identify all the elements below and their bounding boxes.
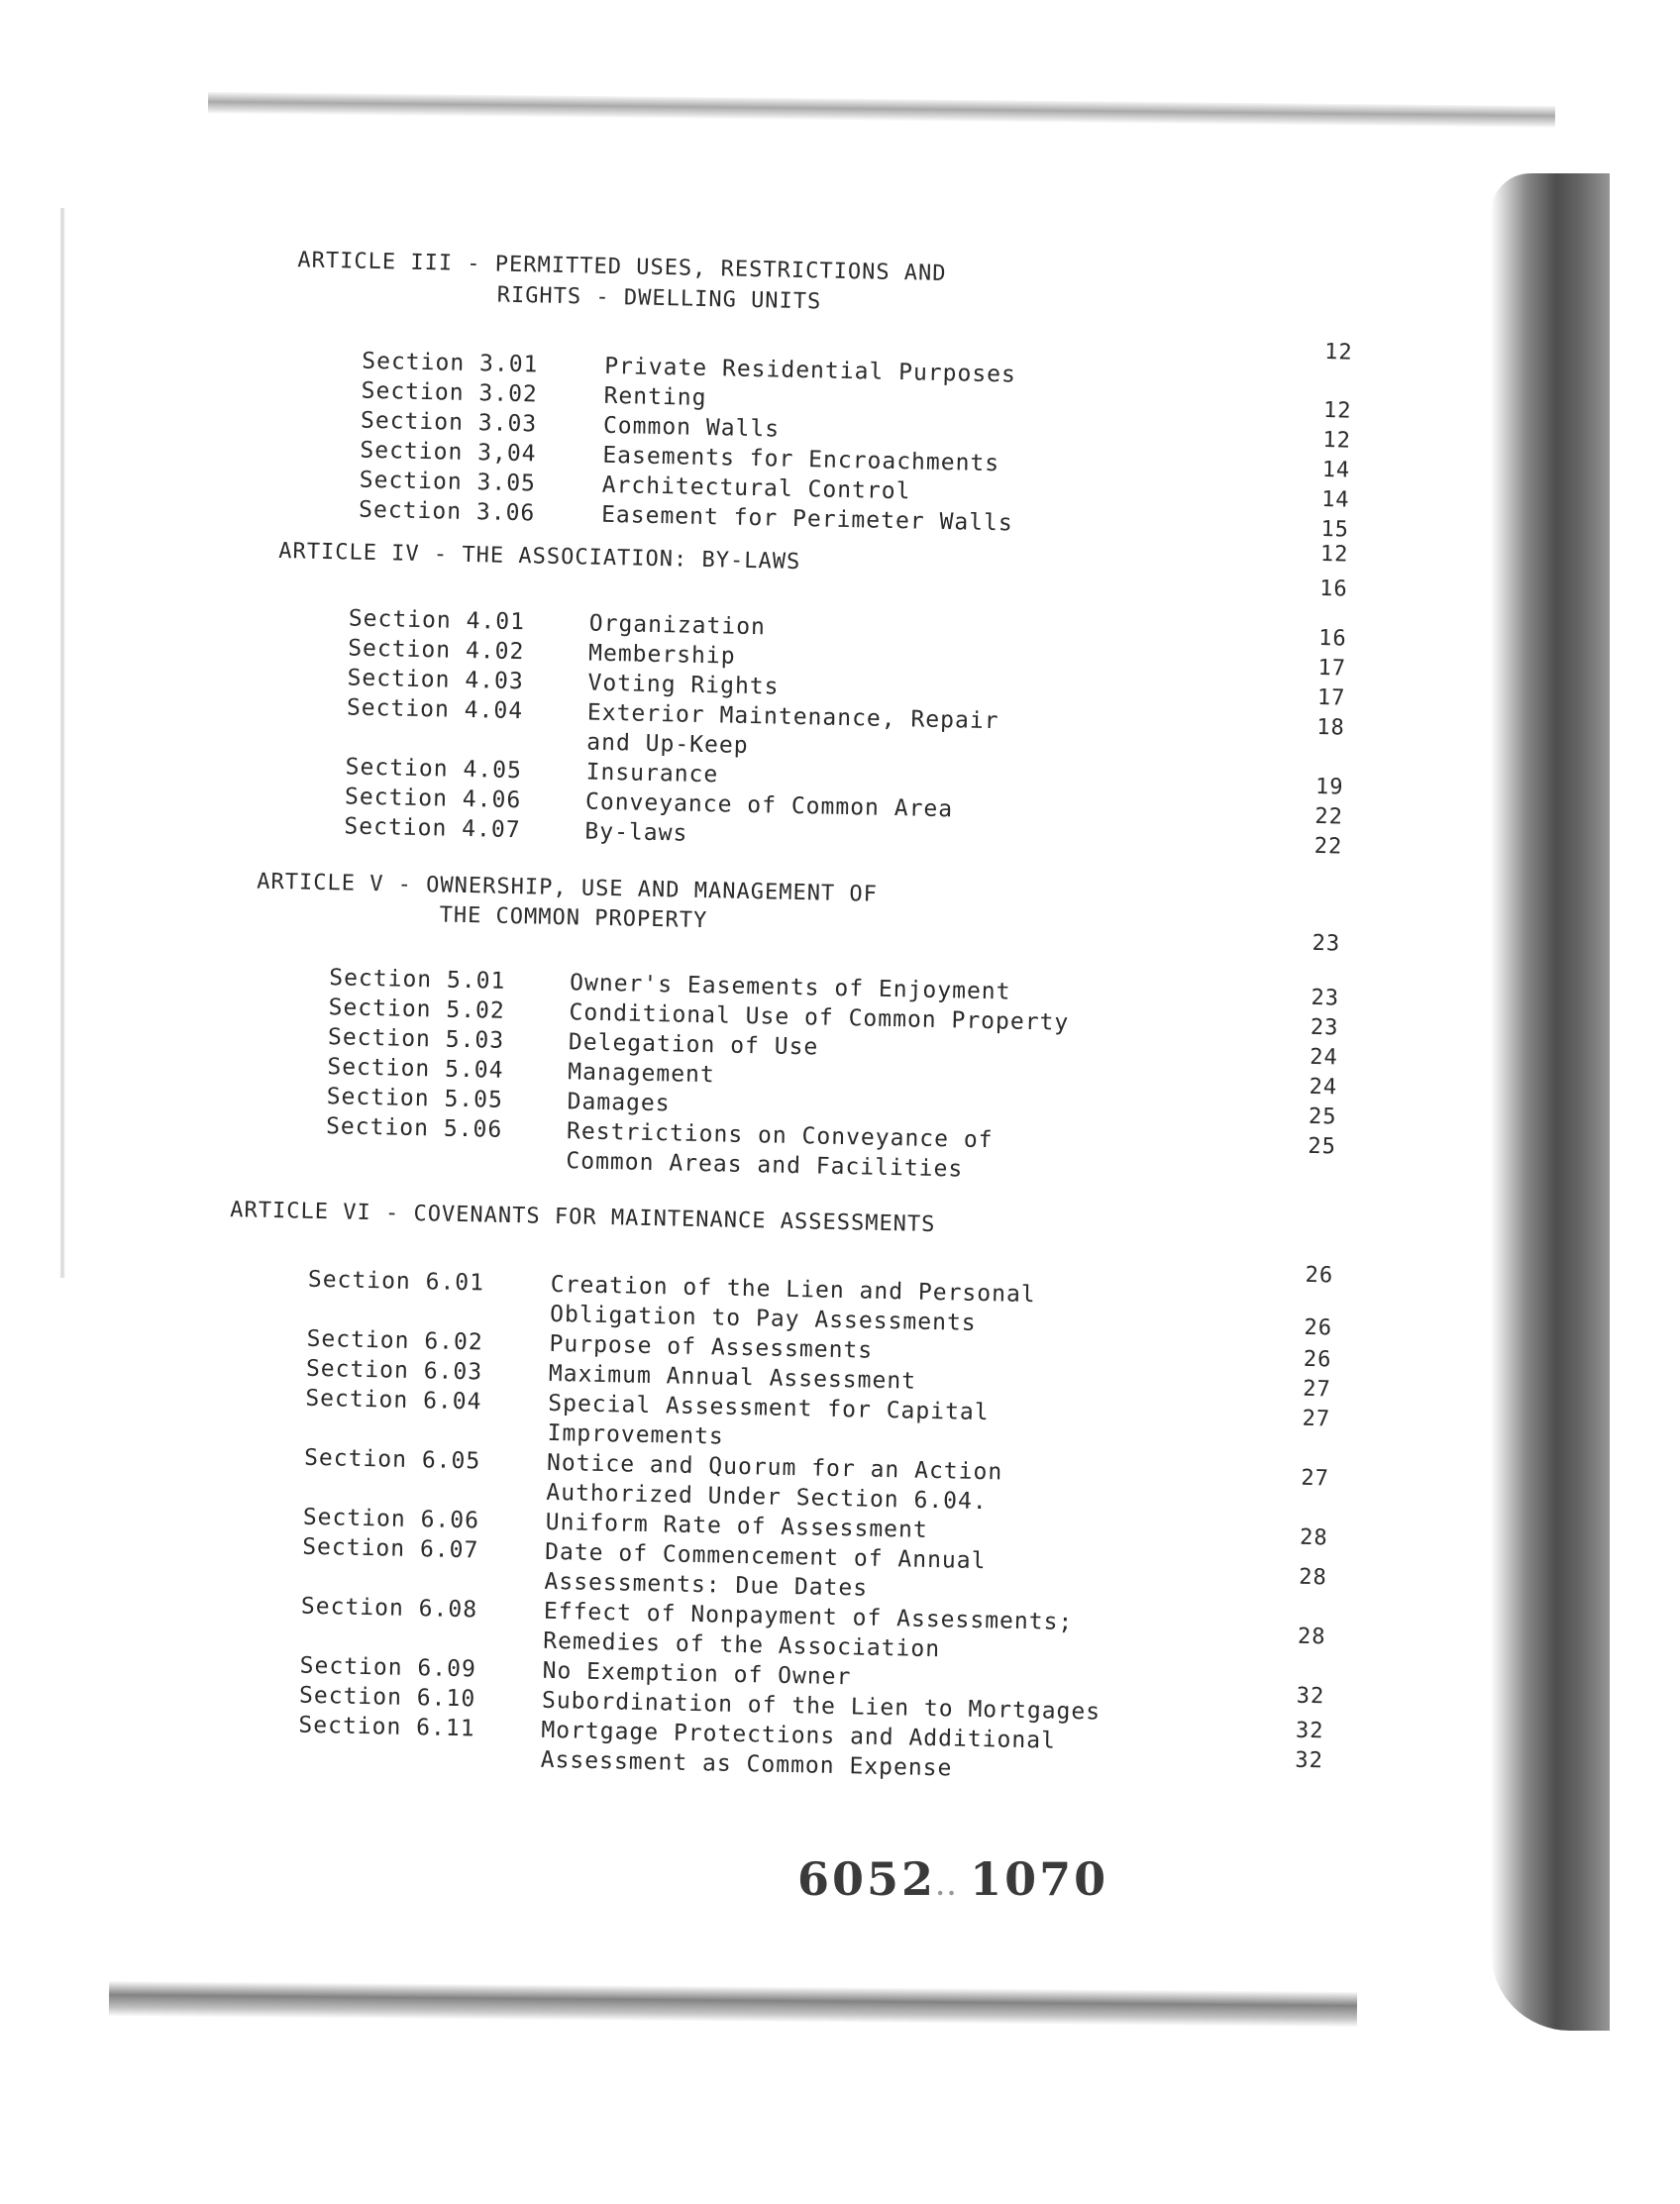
section-title: Easements for Encroachments — [602, 442, 1000, 477]
section-number: Section 6.01 — [307, 1266, 485, 1297]
article-3-title-cont: RIGHTS - DWELLING UNITS — [496, 282, 822, 315]
section-title: Easement for Perimeter Walls — [600, 501, 1014, 537]
section-page: 28 — [1299, 1524, 1328, 1551]
section-number: Section 3.01 — [362, 348, 539, 378]
section-page: 23 — [1310, 1014, 1339, 1041]
section-number: Section 6.07 — [301, 1533, 479, 1564]
section-page: 18 — [1315, 714, 1346, 741]
section-number: Section 5.02 — [328, 995, 506, 1024]
section-title: Purpose of Assessments — [549, 1330, 874, 1364]
section-title-cont: and Up-Keep — [586, 729, 749, 759]
section-title: Date of Commencement of Annual — [544, 1538, 987, 1575]
section-title-cont: Authorized Under Section 6.04. — [546, 1479, 989, 1516]
section-page: 16 — [1317, 625, 1347, 652]
section-page: 27 — [1301, 1465, 1330, 1492]
section-title: Damages — [567, 1089, 671, 1117]
section-title-cont: Common Areas and Facilities — [566, 1148, 964, 1183]
section-page: 12 — [1322, 428, 1352, 454]
section-title: Management — [568, 1059, 716, 1089]
section-page: 26 — [1303, 1346, 1332, 1373]
article-5-title: ARTICLE V - OWNERSHIP, USE AND MANAGEMENT OF — [257, 869, 879, 907]
section-title: Private Residential Purposes — [603, 353, 1017, 388]
section-page: 15 — [1320, 517, 1350, 543]
stamp-page: 1070 — [970, 1852, 1109, 1906]
section-number: Section 6.11 — [298, 1712, 475, 1742]
section-title: Maximum Annual Assessment — [548, 1360, 917, 1395]
section-title-cont: Assessment as Common Expense — [540, 1746, 953, 1782]
section-page: 17 — [1316, 684, 1346, 711]
section-page: 32 — [1296, 1683, 1325, 1710]
section-title: By-laws — [584, 818, 688, 847]
section-number: Section 5.04 — [327, 1054, 504, 1084]
section-title-cont: Obligation to Pay Assessments — [549, 1301, 977, 1336]
section-title-cont: Improvements — [547, 1419, 725, 1450]
article-5-page: 23 — [1312, 930, 1341, 957]
section-title: Organization — [588, 610, 767, 641]
section-number: Section 6.09 — [299, 1652, 477, 1683]
section-number: Section 5.01 — [328, 965, 506, 995]
section-page: 12 — [1319, 541, 1349, 568]
section-title: Conveyance of Common Area — [584, 788, 954, 823]
section-number: Section 6.02 — [306, 1325, 484, 1356]
section-page: 22 — [1313, 833, 1343, 860]
section-title: Exterior Maintenance, Repair — [586, 699, 999, 735]
section-number: Section 5.05 — [326, 1084, 504, 1113]
section-title: Mortgage Protections and Additional — [541, 1717, 1057, 1754]
section-number: Section 3,04 — [360, 437, 537, 468]
section-page: 17 — [1317, 655, 1347, 682]
section-page: 19 — [1314, 774, 1344, 800]
section-title: Conditional Use of Common Property — [569, 999, 1070, 1036]
section-title-cont: Remedies of the Association — [543, 1627, 941, 1663]
section-number: Section 4.04 — [346, 694, 524, 725]
section-number: Section 6.10 — [298, 1682, 476, 1713]
section-number: Section 4.07 — [344, 813, 521, 844]
section-page: 23 — [1311, 985, 1340, 1011]
section-page: 27 — [1303, 1376, 1332, 1403]
article-5-title-cont: THE COMMON PROPERTY — [439, 902, 708, 934]
section-number: Section 3.05 — [359, 467, 537, 497]
section-title: Effect of Nonpayment of Assessments; — [543, 1598, 1074, 1636]
section-number: Section 4.01 — [348, 605, 526, 636]
section-title: Owner's Easements of Enjoyment — [569, 970, 1011, 1005]
section-number: Section 4.02 — [347, 635, 525, 666]
section-number: Section 6.08 — [300, 1593, 478, 1624]
section-number: Section 6.04 — [305, 1385, 482, 1416]
section-title: Uniform Rate of Assessment — [545, 1509, 929, 1543]
section-number: Section 4.06 — [344, 784, 522, 814]
article-3-title: ARTICLE III - PERMITTED USES, RESTRICTIONS AND — [297, 248, 947, 287]
section-title: Membership — [587, 640, 736, 670]
section-page: 25 — [1308, 1133, 1337, 1160]
section-page: 12 — [1322, 398, 1352, 424]
article-4-title: ARTICLE IV - THE ASSOCIATION: BY-LAWS — [277, 538, 801, 576]
section-page: 22 — [1314, 803, 1344, 830]
section-page: 24 — [1309, 1074, 1338, 1101]
section-title-cont: Assessments: Due Dates — [544, 1568, 869, 1602]
section-number: Section 6.03 — [305, 1355, 483, 1386]
section-page: 28 — [1297, 1624, 1326, 1650]
stamp-separator: .. — [936, 1872, 971, 1901]
section-number: Section 3.03 — [360, 407, 538, 438]
section-number: Section 5.06 — [325, 1113, 503, 1143]
section-page: 14 — [1320, 487, 1350, 513]
section-number: Section 4.05 — [345, 754, 523, 785]
stamp-book: 6052 — [797, 1852, 937, 1906]
section-page: 28 — [1299, 1564, 1328, 1591]
section-title: Creation of the Lien and Personal — [550, 1271, 1036, 1309]
section-page: 14 — [1321, 458, 1351, 483]
section-title: Common Walls — [602, 412, 781, 443]
section-page: 26 — [1304, 1314, 1333, 1341]
section-title: Notice and Quorum for an Action — [546, 1449, 1003, 1486]
section-title: Delegation of Use — [568, 1029, 819, 1061]
article-6-title: ARTICLE VI - COVENANTS FOR MAINTENANCE ASSESSMENTS — [230, 1198, 936, 1238]
section-number: Section 4.03 — [347, 665, 524, 695]
article-3-page: 12 — [1323, 340, 1353, 366]
section-number: Section 3.02 — [361, 377, 539, 408]
section-title: Voting Rights — [587, 670, 780, 700]
section-number: Section 6.05 — [303, 1444, 481, 1475]
section-title: No Exemption of Owner — [542, 1657, 852, 1691]
article-4-page: 16 — [1318, 576, 1348, 602]
article-6-page: 26 — [1305, 1262, 1334, 1289]
section-title: Renting — [603, 382, 707, 411]
section-page: 27 — [1302, 1406, 1331, 1432]
section-title: Architectural Control — [601, 472, 911, 505]
section-title: Subordination of the Lien to Mortgages — [541, 1687, 1102, 1726]
section-title: Insurance — [585, 759, 719, 788]
section-number: Section 3.06 — [358, 496, 536, 527]
section-page: 32 — [1295, 1747, 1324, 1774]
section-page: 32 — [1295, 1718, 1324, 1744]
section-number: Section 5.03 — [327, 1024, 505, 1054]
section-title: Restrictions on Conveyance of — [566, 1118, 994, 1154]
section-number: Section 6.06 — [302, 1504, 480, 1534]
section-title: Special Assessment for Capital — [548, 1390, 990, 1426]
section-page: 24 — [1310, 1044, 1339, 1071]
recording-stamp — [797, 1852, 1108, 1906]
section-page: 25 — [1308, 1103, 1337, 1130]
